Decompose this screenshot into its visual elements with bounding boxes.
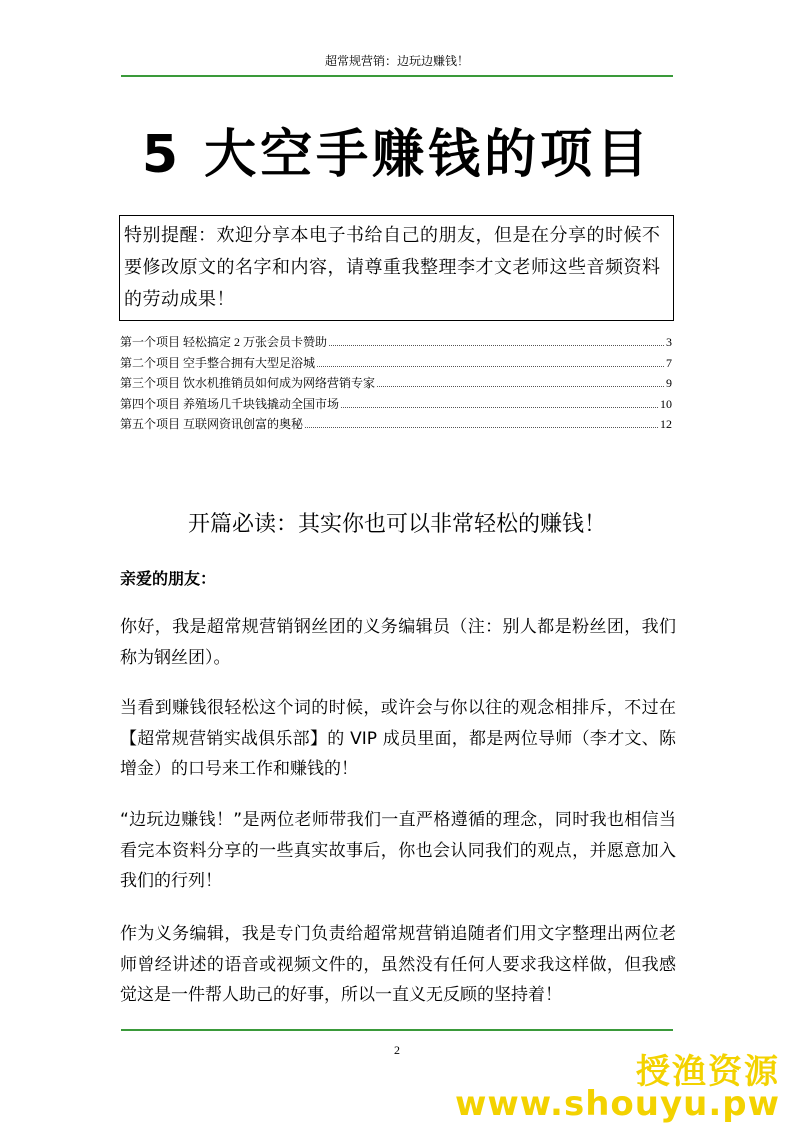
header-divider <box>121 75 673 77</box>
watermark-text: 授渔资源 <box>636 1052 780 1092</box>
watermark-url: www.shouyu.pw <box>454 1084 780 1124</box>
salutation: 亲爱的朋友： <box>120 569 217 588</box>
table-of-contents <box>120 333 672 436</box>
toc-entry[interactable] <box>120 415 672 436</box>
toc-entry-label: 第四个项目 养殖场几千块钱撬动全国市场 <box>120 396 340 411</box>
toc-entry-page: 7 <box>666 355 672 370</box>
toc-entry[interactable] <box>120 354 672 375</box>
toc-entry-page: 10 <box>660 396 672 411</box>
toc-entry[interactable] <box>120 333 672 354</box>
toc-entry-label: 第五个项目 互联网资讯创富的奥秘 <box>120 417 304 431</box>
toc-leader-dots <box>341 407 658 408</box>
notice-box: 特别提醒：欢迎分享本电子书给自己的朋友，但是在分享的时候不要修改原文的名字和内容，请尊重我整理李才文老师这些音频资料的劳动成果！ <box>119 215 674 321</box>
toc-entry-label: 第三个项目 饮水机推销员如何成为网络营销专家 <box>120 376 376 390</box>
toc-leader-dots <box>305 427 658 428</box>
body-paragraph: 你好，我是超常规营销钢丝团的义务编辑员（注：别人都是粉丝团，我们称为钢丝团）。 <box>120 617 676 668</box>
document-title: 5 大空手赚钱的项目 <box>141 125 653 185</box>
running-header: 超常规营销：边玩边赚钱！ <box>324 54 469 68</box>
toc-leader-dots <box>317 366 664 367</box>
toc-leader-dots <box>377 386 664 387</box>
toc-entry-label: 第一个项目 轻松搞定 2 万张会员卡赞助 <box>120 335 328 349</box>
body-paragraph: “边玩边赚钱！”是两位老师带我们一直严格遵循的理念，同时我也相信当看完本资料分享的一些真实故事后，你也会认同我们的观点，并愿意加入我们的行列！ <box>120 810 676 891</box>
toc-entry[interactable] <box>120 374 672 395</box>
toc-entry-page: 9 <box>666 376 672 390</box>
page-number: 2 <box>394 1043 400 1057</box>
toc-entry[interactable] <box>120 395 672 416</box>
body-paragraph: 作为义务编辑，我是专门负责给超常规营销追随者们用文字整理出两位老师曾经讲述的语音或视频文件的，虽然没有任何人要求我这样做，但我感觉这是一件帮人助己的好事，所以一直义无反顾的坚持着！ <box>120 924 676 1005</box>
toc-entry-label: 第二个项目 空手整合拥有大型足浴城 <box>120 355 316 370</box>
body-paragraph: 当看到赚钱很轻松这个词的时候，或许会与你以往的观念相排斥，不过在【超常规营销实战俱乐部】的 VIP 成员里面，都是两位导师（李才文、陈增金）的口号来工作和赚钱的！ <box>120 698 676 779</box>
toc-leader-dots <box>329 345 664 346</box>
footer-divider <box>121 1029 673 1031</box>
toc-entry-page: 12 <box>660 417 672 431</box>
section-heading: 开篇必读：其实你也可以非常轻松的赚钱！ <box>187 512 606 537</box>
toc-entry-page: 3 <box>666 335 672 349</box>
